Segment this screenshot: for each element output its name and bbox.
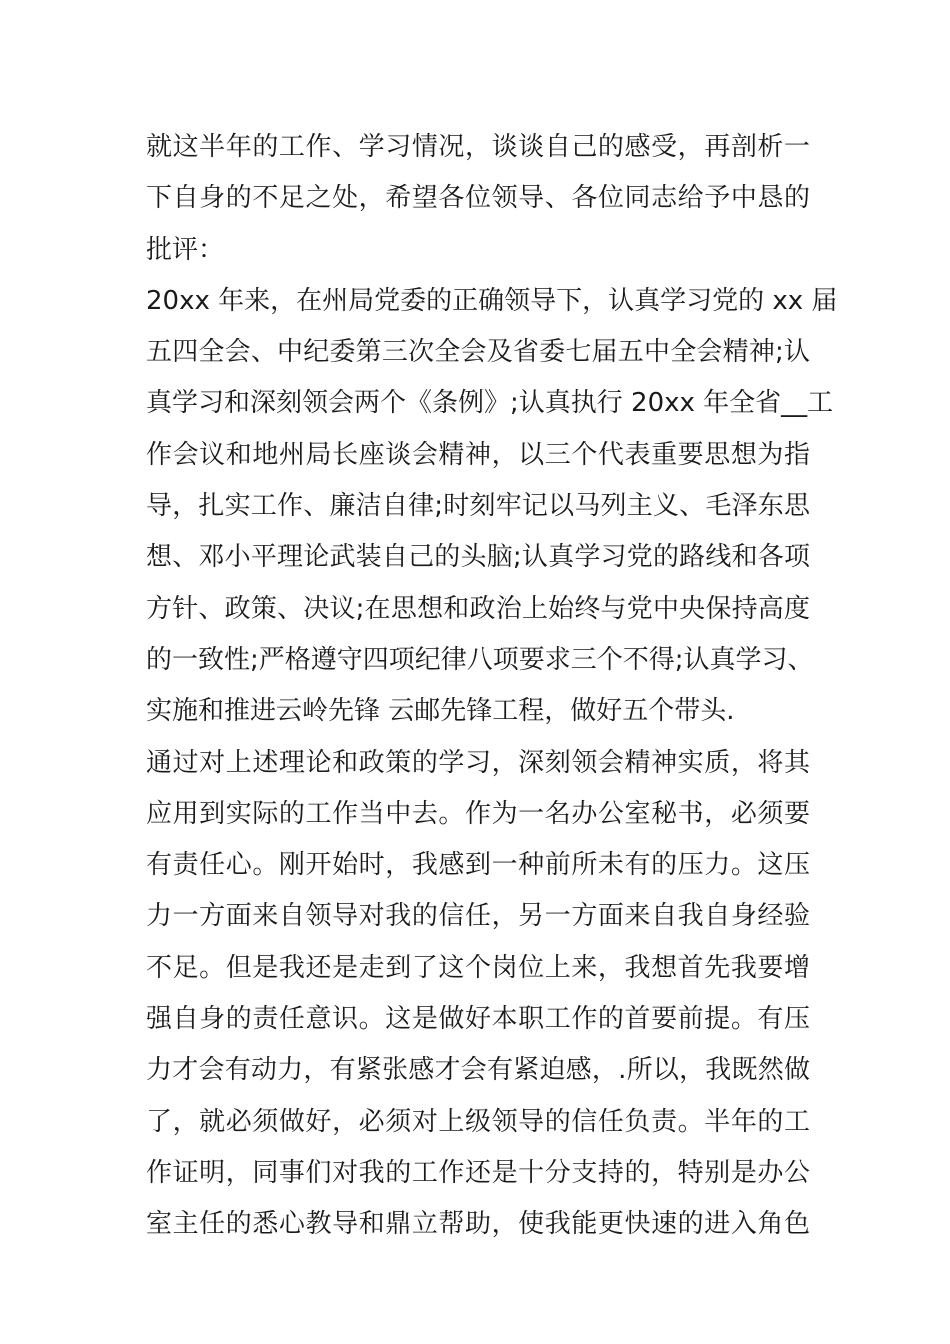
paragraph-1-line-3: 批评： (146, 234, 225, 265)
paragraph-3-line-6: 强自身的责任意识。这是做好本职工作的首要前提。有压 (146, 1004, 810, 1035)
paragraph-2-line-6: 想、邓小平理论武装自己的头脑;认真学习党的路线和各项 (146, 542, 810, 573)
paragraph-2-line-3: 真学习和深刻领会两个《条例》;认真执行 20xx 年全省__工 (146, 388, 834, 419)
paragraph-2-line-9: 实施和推进云岭先锋 云邮先锋工程，做好五个带头. (146, 696, 735, 727)
paragraph-1-line-2: 下自身的不足之处，希望各位领导、各位同志给予中恳的 (146, 183, 810, 214)
paragraph-2-line-1: 20xx 年来，在州局党委的正确领导下，认真学习党的 xx 届 (146, 285, 838, 316)
paragraph-3-line-10: 室主任的悉心教导和鼎立帮助，使我能更快速的进入角色 (146, 1209, 810, 1240)
paragraph-3-line-3: 有责任心。刚开始时，我感到一种前所未有的压力。这压 (146, 850, 810, 881)
paragraph-3-line-1: 通过对上述理论和政策的学习，深刻领会精神实质，将其 (146, 747, 810, 778)
paragraph-2-line-8: 的一致性;严格遵守四项纪律八项要求三个不得;认真学习、 (146, 644, 814, 675)
paragraph-2-line-2: 五四全会、中纪委第三次全会及省委七届五中全会精神;认 (146, 337, 810, 368)
paragraph-3-line-7: 力才会有动力，有紧张感才会有紧迫感，.所以，我既然做 (146, 1055, 810, 1086)
paragraph-3-line-5: 不足。但是我还是走到了这个岗位上来，我想首先我要增 (146, 952, 810, 983)
paragraph-2-line-4: 作会议和地州局长座谈会精神，以三个代表重要思想为指 (146, 439, 810, 470)
paragraph-3-line-8: 了，就必须做好，必须对上级领导的信任负责。半年的工 (146, 1106, 810, 1137)
paragraph-2-line-7: 方针、政策、决议;在思想和政治上始终与党中央保持高度 (146, 593, 810, 624)
paragraph-3-line-2: 应用到实际的工作当中去。作为一名办公室秘书，必须要 (146, 798, 810, 829)
paragraph-3-line-9: 作证明，同事们对我的工作还是十分支持的，特别是办公 (146, 1157, 810, 1188)
paragraph-3-line-4: 力一方面来自领导对我的信任，另一方面来自我自身经验 (146, 901, 810, 932)
paragraph-2-line-5: 导，扎实工作、廉洁自律;时刻牢记以马列主义、毛泽东思 (146, 491, 810, 522)
paragraph-1-line-1: 就这半年的工作、学习情况，谈谈自己的感受，再剖析一 (146, 132, 810, 162)
document-body (146, 122, 838, 1251)
